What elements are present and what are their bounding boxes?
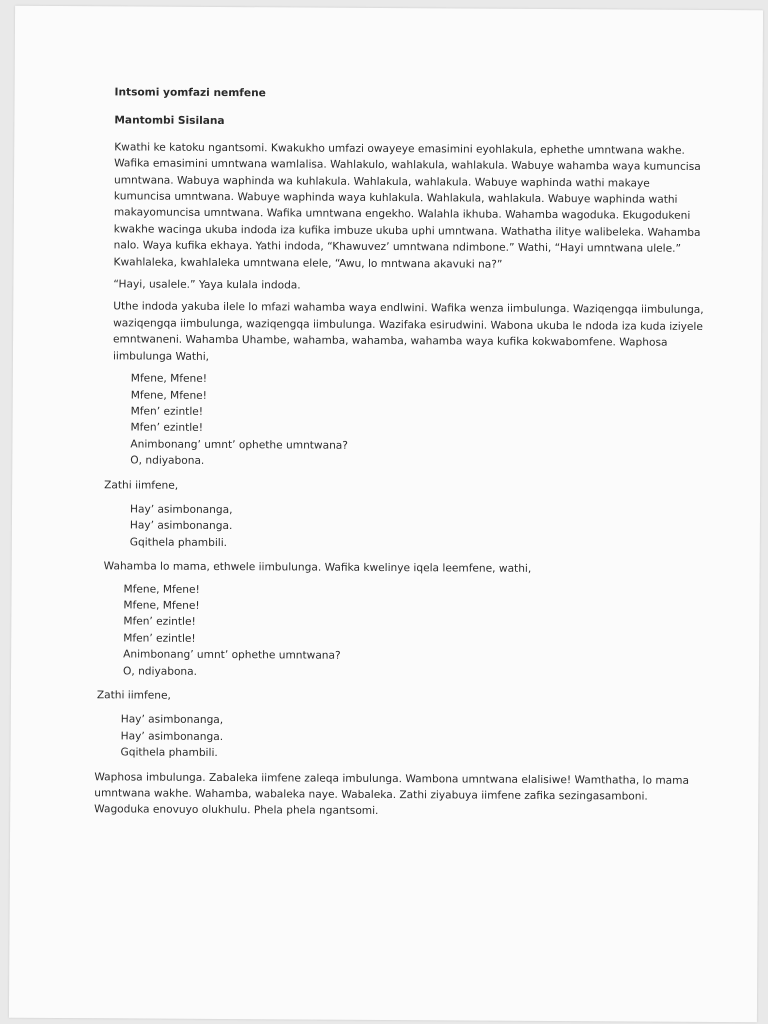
- song-line: Mfen’ ezintle!: [123, 615, 196, 629]
- scanned-page: [9, 6, 763, 1023]
- reply-line: Hay’ asimbonanga,: [120, 713, 224, 727]
- baboon-reply-2: [120, 712, 705, 765]
- paragraph-1: Kwathi ke katoku ngantsomi. Kwakukho umfazi owayeye emasimini eyohlakula, ephethe umntwana wakhe. Wafika emasimini umntwana wamlalisa. Wahlakulo, wahlakula, wahlakula. Wabuye wahamba waya kumuncisa umntwana. Wabuya waphinda wa kuhlakula. Wahlakula, wahlakula. Wabuye waphinda wathi makaye kumuncisa umntwana. Wabuye waphinda waya kuhlakula. Wahlakula, wahlakula. Wabuye waphinda wathi makayomuncisa umntwana. Wafika umntwana engekho. Walahla ikhuba. Wahamba wagoduka. Ekugodukeni kwakhe wacinga ukuba indoda iza kufika imbuze ukuba uphi umntwana. Wathatha ilitye walibeleka. Wahamba nalo. Waya kufika ekhaya. Yathi indoda, “Khawuvez’ umntwana ndimbone.” Wathi, “Hayi umntwana ulele.” Kwahlaleka, kwahlaleka umntwana elele, “Awu, lo mntwana akavuki na?”: [113, 141, 701, 271]
- song-verse-2: [123, 581, 707, 683]
- song-line: O, ndiyabona.: [130, 454, 205, 468]
- song-line: Mfene, Mfene!: [130, 372, 208, 385]
- baboons-said-line-2: Zathi iimfene,: [96, 689, 171, 702]
- song-line: Mfen’ ezintle!: [123, 632, 196, 645]
- song-line: O, ndiyabona.: [122, 664, 198, 678]
- paragraph-1-end: “Hayi, usalele.” Yaya kulala indoda.: [113, 278, 301, 292]
- reply-line: Gqithela phambili.: [129, 536, 228, 549]
- story-title: Intsomi yomfazi nemfene: [114, 86, 266, 100]
- paragraph-4: Waphosa imbulunga. Zabaleka iimfene zaleqa imbulunga. Wambona umntwana elalisiwe! Wamthatha, lo mama umntwana wakhe. Wahamba, wabaleka naye. Wabaleka. Zathi ziyabuya iimfene zafika sezingasamboni. Wagoduka enovuyo olukhulu. Phela phela ngantsomi.: [94, 770, 690, 818]
- reply-line: Hay’ asimbonanga.: [129, 519, 233, 533]
- song-verse-1: [130, 371, 708, 473]
- author-name: Mantombi Sisilana: [114, 114, 225, 128]
- song-line: Animbonang’ umnt’ ophethe umntwana?: [123, 648, 341, 662]
- reply-line: Hay’ asimbonanga,: [129, 503, 233, 516]
- song-line: Mfen’ ezintle!: [130, 421, 203, 435]
- baboons-said-line-1: Zathi iimfene,: [104, 478, 179, 492]
- song-line: Mfene, Mfene!: [123, 599, 200, 612]
- reply-line: Hay’ asimbonanga.: [120, 730, 224, 743]
- song-line: Mfene, Mfene!: [130, 388, 207, 402]
- story-text: [94, 84, 710, 827]
- song-line: Mfene, Mfene!: [123, 582, 200, 596]
- song-line: Animbonang’ umnt’ ophethe umntwana?: [130, 438, 348, 452]
- paragraph-3: Wahamba lo mama, ethwele iimbulunga. Wafika kwelinye iqela leemfene, wathi,: [103, 560, 532, 576]
- paragraph-2: Uthe indoda yakuba ilele lo mfazi wahamba waya endlwini. Wafika wenza iimbulunga. Waziqengqa iimbulunga, waziqengqa iimbulunga, waziqengqa iimbulunga. Wazifaka esirudwini. Wabona ukuba le ndoda iza kuda iziyele emntwaneni. Wahamba Uhambe, wahamba, wahamba, wahamba waya kufika kokwabomfene. Waphosa iimbulunga Wathi,: [112, 300, 704, 363]
- song-line: Mfen’ ezintle!: [130, 405, 204, 418]
- baboon-reply-1: [130, 501, 707, 554]
- reply-line: Gqithela phambili.: [120, 746, 218, 760]
